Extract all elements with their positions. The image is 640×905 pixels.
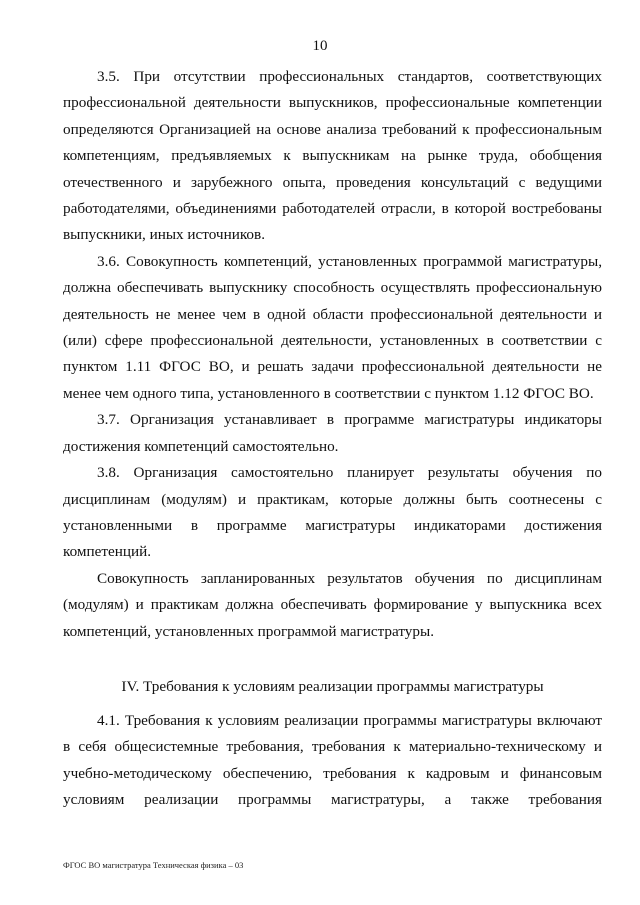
paragraph-3-8-continued: Совокупность запланированных результатов обучения по дисциплинам (модулям) и практикам должна обеспечивать формирование у выпускника всех компетенций, установленных программой магистратуры. xyxy=(63,569,602,640)
paragraph-3-8: 3.8. Организация самостоятельно планирует результаты обучения по дисциплинам (модулям) и практикам, которые должны быть соотнесены с установленными в программе магистратуры индикаторами достижения компетенций. xyxy=(63,464,602,561)
paragraph-3-5: 3.5. При отсутствии профессиональных стандартов, соответствующих профессиональной деятельности выпускников, профессиональные компетенции определяются Организацией на основе анализа требований к профессиональным компетенциям, предъявляемых к выпускникам на рынке труда, обобщения отечественного и зарубежного опыта, проведения консультаций с ведущими работодателями, объединениями работодателей отрасли, в которой востребованы выпускники, иных источников. xyxy=(63,68,602,244)
document-footer: ФГОС ВО магистратура Техническая физика – 03 xyxy=(63,860,244,870)
section-four-body xyxy=(63,708,602,814)
paragraph-4-1: 4.1. Требования к условиям реализации программы магистратуры включают в себя общесистемные требования, требования к материально-техническому и учебно-методическому обеспечению, требования к кадровым и финансовым условиям реализации программы магистратуры, а также требования xyxy=(63,712,602,809)
section-three-body xyxy=(63,64,602,645)
paragraph-3-7: 3.7. Организация устанавливает в программе магистратуры индикаторы достижения компетенций самостоятельно. xyxy=(63,411,602,455)
section-four-heading: IV. Требования к условиям реализации программы магистратуры xyxy=(121,678,544,695)
paragraph-3-6: 3.6. Совокупность компетенций, установленных программой магистратуры, должна обеспечивать выпускнику способность осуществлять профессиональную деятельность не менее чем в одной области профессиональной деятельности и (или) сфере профессиональной деятельности, установленных в соответствии с пунктом 1.11 ФГОС ВО, и решать задачи профессиональной деятельности не менее чем одного типа, установленного в соответствии с пунктом 1.12 ФГОС ВО. xyxy=(63,252,602,402)
page-number: 10 xyxy=(312,38,328,54)
